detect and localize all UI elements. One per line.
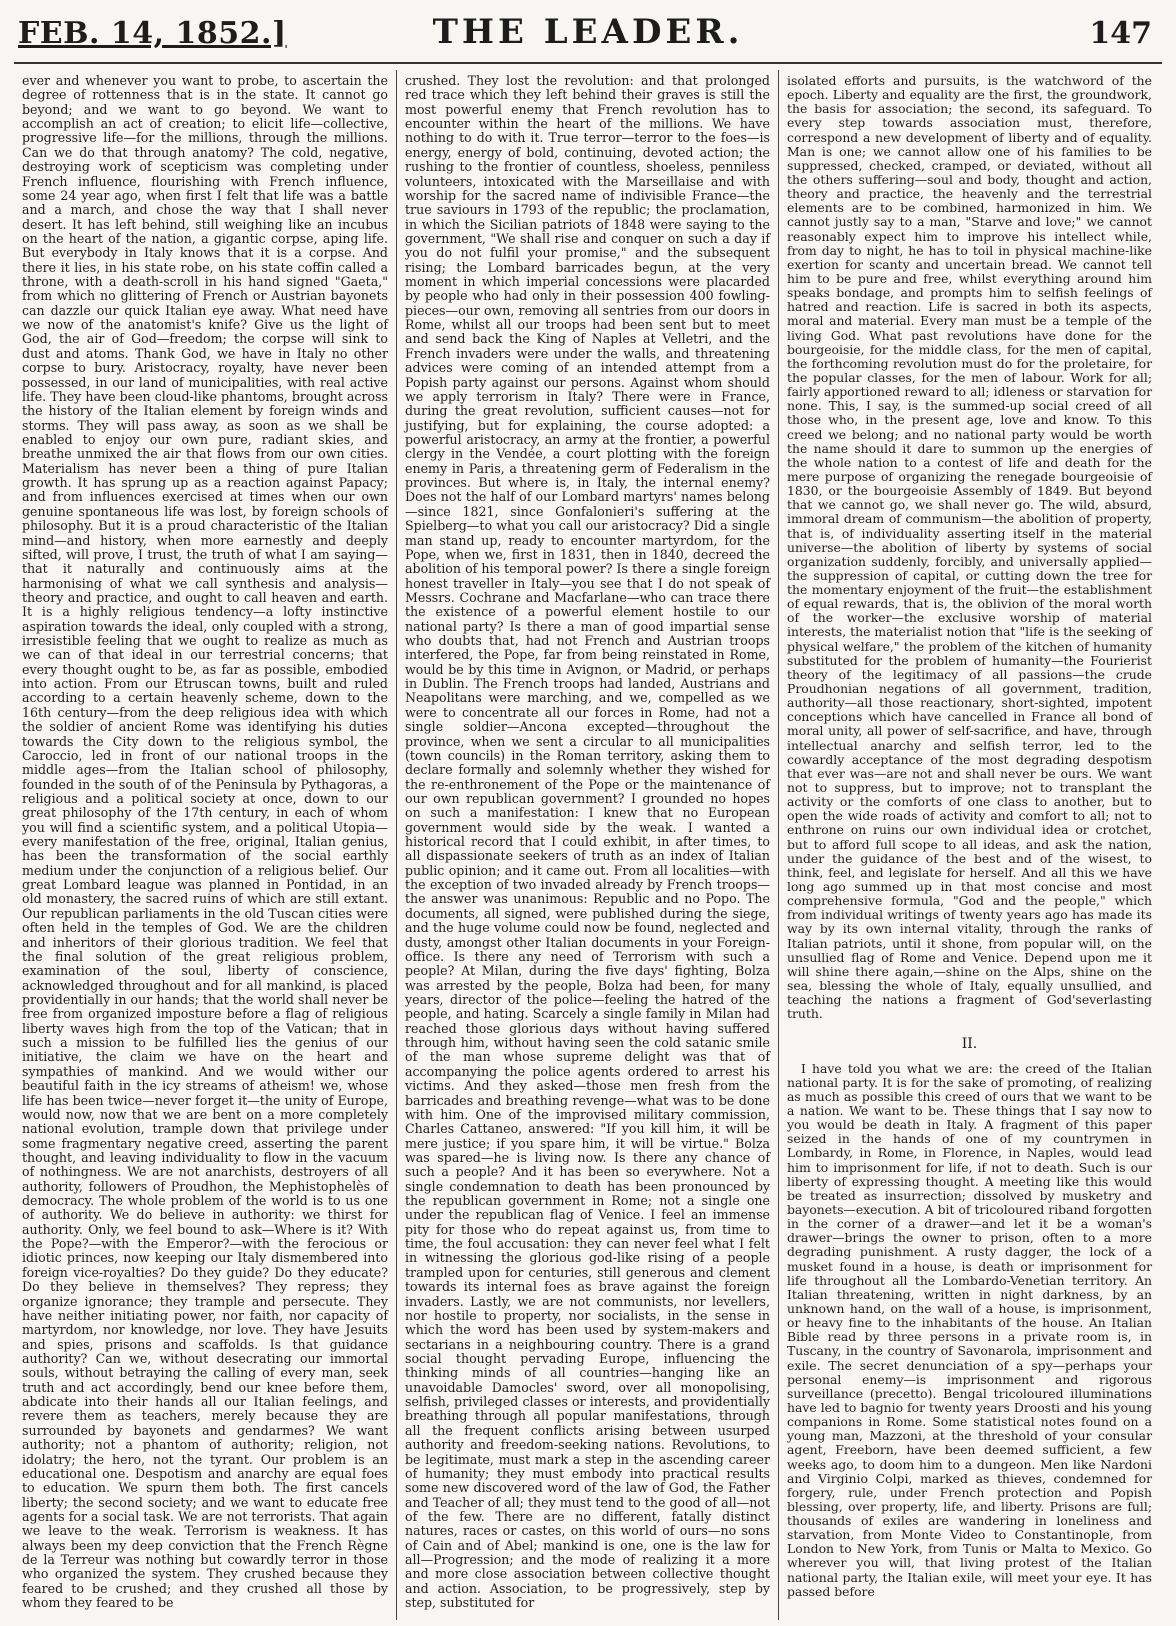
page-number: 147 (1089, 16, 1152, 51)
page-header (0, 0, 1176, 58)
article-columns (14, 70, 1162, 1620)
section-numeral: II. (961, 1036, 978, 1053)
masthead-title: THE LEADER. (432, 12, 744, 52)
column-3-text: isolated efforts and pursuits, is the watchword of the epoch. Liberty and equality are the first, the groundwork, the basis for association; the second, its safeguard. To every step towards association must, therefore, correspond a new development of liberty and of equality. Man is one; we cannot allow one of his families to be suppressed, checked, cramped, or deviated, without all the others suffering—soul and body, thought and action, theory and practice, the heavenly and the terrestrial elements are to be combined, harmonized in him. We cannot justly say to a man, "Starve and love;" we cannot reasonably expect him to improve his intellect while, from day to night, he has to toil in physical machine-like exertion for scanty and uncertain bread. We cannot tell him to be pure and free, whilst everything around him speaks bondage, and prompts him to selfish feelings of hatred and reaction. Life is sacred in both its aspects, moral and material. Every man must be a temple of the living God. What past revolutions have done for the bourgeoisie, for the middle class, for the men of capital, the forthcoming revolution must do for the proletaire, for the popular classes, for the men of labour. Work for all; fairly apportioned reward to all; idleness or starvation for none. This, I say, is the summed-up social creed of all those who, in the present age, love and know. To this creed we belong; and no national party would be worth the name should it dare to summon up the energies of the whole nation to a contest of life and death for the mere purpose of organizing the renegade bourgeoisie of 1830, or the bourgeoisie Assembly of 1849. But beyond that we cannot go, we shall never go. The wild, absurd, immoral dream of communism—the abolition of property, that is, of individuality asserting itself in the material universe—the abolition of liberty by systems of social organization suddenly, forcibly, and universally applied—the suppression of capital, or cutting down the tree for the momentary enjoyment of the fruit—the establishment of equal rewards, that is, the oblivion of the moral worth of the worker—the exclusive worship of material interests, the materialist notion that "life is the seeking of physical welfare," the problem of the kitchen of humanity substituted for the problem of humanity—the Fourierist theory of the legitimacy of all passions—the crude Proudhonian negations of all government, tradition, authority—all those reactionary, short-sighted, impotent conceptions which have cancelled in France all bond of moral unity, all power of self-sacrifice, and have, through intellectual anarchy and selfish terror, led to the cowardly acceptance of the most degrading despotism that ever was—are not and shall never be ours. We want not to suppress, but to improve; not to transplant the activity or the comforts of one class to another, but to open the wide roads of activity and comfort to all; not to enthrone on ruins our own individual idea or crotchet, but to afford full scope to all ideas, and ask the nation, under the guidance of the best and of the wisest, to think, feel, and legislate for herself. And all this we have long ago summed up in that most concise and most comprehensive formula, "God and the people," which from individual writings of twenty years ago has made its way by its own internal vitality, through the ranks of Italian patriots, until it shone, from popular will, on the unsullied flag of Rome and Venice. Depend upon me it will shine there again,—shine on the Alps, shine on the sea, blessing the whole of Italy, equally unsullied, and teaching the nations a fragment of God'severlasting truth. (787, 73, 1152, 1022)
issue-date: FEB. 14, 1852.] (18, 16, 287, 51)
column-1 (14, 70, 396, 1620)
column-1-text: ever and whenever you want to probe, to ascertain the degree of rottenness that is in the state. It cannot go beyond; and we want to go beyond. We want to accomplish an act of creation; to elicit life—collective, progressive life—for the millions, through the millions. Can we do that through anatomy? The cold, negative, destroying work of scepticism was completing under French influence, flourishing with French influence, some 24 year ago, when first I felt that life was a battle and a march, and chose the way that I shall never desert. It has left behind, still weighing like an incubus on the heart of the nation, a gigantic corpse, aping life. But everybody in Italy knows that it is a corpse. And there it lies, in his state robe, on his state coffin called a throne, with a death-scroll in his hand signed "Gaeta," from which no glittering of French or Austrian bayonets can dazzle our quick Italian eye away. What need have we now of the anatomist's knife? Give us the light of God, the air of God—freedom; the corpse will sink to dust and atoms. Thank God, we have in Italy no other corpse to bury. Aristocracy, royalty, have never been possessed, in our land of municipalities, with real active life. They have been cloud-like phantoms, brought across the history of the Italian element by foreign winds and storms. They will pass away, as soon as we shall be enabled to enjoy our own pure, radiant skies, and breathe unmixed the air that flows from our own cities. Materialism has never been a thing of pure Italian growth. It has sprung up as a reaction against Papacy; and from influences exercised at times when our own genuine spontaneous life was lost, by foreign schools of philosophy. But it is a proud characteristic of the Italian mind—and history, when more earnestly and deeply sifted, will prove, I trust, the truth of what I am saying—that it naturally and continuously aims at the harmonising of what we call synthesis and analysis—theory and practice, and ought to call heaven and earth. It is a highly religious tendency—a lofty instinctive aspiration towards the ideal, only coupled with a strong, irresistible feeling that we ought to realize as much as we can of that ideal in our terrestrial concerns; that every thought ought to be, as far as possible, embodied into action. From our Etruscan towns, built and ruled according to a certain heavenly scheme, down to the 16th century—from the deep religious idea with which the soldier of ancient Rome was identifying his duties towards the City down to the religious symbol, the Caroccio, led in front of our national troops in the middle ages—from the Italian school of philosophy, founded in the south of of the Peninsula by Pythagoras, a religious and a political society at once, down to our great philosophy of the 17th century, in each of whom you will find a scientific system, and a political Utopia—every manifestation of the free, original, Italian genius, has been the transformation of the social earthly medium under the conjunction of a religious belief. Our great Lombard league was planned in Pontidad, in an old monastery, the sacred ruins of which are still extant. Our republican parliaments in the old Tuscan cities were often held in the temples of God. We are the children and inheritors of their glorious tradition. We feel that the final solution of the great religious problem, examination of the soul, liberty of conscience, acknowledged throughout and for all mankind, is placed providentially in our hands; that the world shall never be free from organized imposture before a flag of religious liberty waves high from the top of the Vatican; that in such a mission to be fulfilled lies the genius of our initiative, the claim we have on the heart and sympathies of mankind. And we would wither our beautiful faith in the icy streams of atheism! we, whose life has been twice—never forget it—the unity of Europe, would now, now that we are bent on a more completely national evolution, trample down that privilege under some fragmentary negative creed, asserting the parent thought, and leaving individuality to flow in the vacuum of nothingness. We are not anarchists, destroyers of all authority, followers of Proudhon, the Mephistophelès of democracy. The whole problem of the world is to us one of authority. We do believe in authority: we thirst for authority. Only, we feel bound to ask—Where is it? With the Pope?—with the Emperor?—with the ferocious or idiotic princes, now keeping our Italy dismembered into foreign vice-royalties? Do they guide? Do they educate? Do they believe in themselves? They repress; they organize ignorance; they trample and persecute. They have neither initiating power, nor faith, nor capacity of martyrdom, nor knowledge, nor love. They have Jesuits and spies, prisons and scaffolds. Is that guidance authority? Can we, without desecrating our immortal souls, without betraying the calling of every man, seek truth and act accordingly, bend our knee before them, abdicate into their hands all our Italian feelings, and revere them as teachers, merely because they are surrounded by bayonets and gendarmes? We want authority; not a phantom of authority; religion, not idolatry; the hero, not the tyrant. Our problem is an educational one. Despotism and anarchy are equal foes to education. We spurn them both. The first cancels liberty; the second society; and we want to educate free agents for a social task. We are not terrorists. That again we leave to the weak. Terrorism is weakness. It has always been my deep conviction that the French Règne de la Terreur was nothing but cowardly terror in those who organized the system. They crushed because they feared to be crushed; and they crushed all those by whom they feared to be (22, 73, 388, 1611)
column-2 (396, 70, 778, 1620)
column-3 (778, 70, 1160, 1620)
section-2-text: I have told you what we are: the creed of the Italian national party. It is for the sake of promoting, of realizing as much as possible this creed of ours that we want to be a nation. We want to be. These things that I say now to you would be death in Italy. A fragment of this paper seized in the hands of one of my countrymen in Lombardy, in Rome, in Florence, in Naples, would lead him to imprisonment for life, if not to death. Such is our liberty of expressing thought. A meeting like this would be treated as insurrection; dissolved by musketry and bayonets—execution. A bit of tricoloured riband forgotten in the corner of a drawer—and let it be a woman's drawer—brings the owner to prison, often to a more degrading punishment. A rusty dagger, the lock of a musket found in a house, is death or imprisonment for life throughout all the Lombardo-Venetian territory. An Italian threatening, written in night darkness, by an unknown hand, on the wall of a house, is imprisonment, or heavy fine to the inhabitants of the house. An Italian Bible read by three persons in a private room is, in Tuscany, in the country of Savonarola, imprisonment and exile. The secret denunciation of a spy—perhaps your personal enemy—is imprisonment and rigorous surveillance (precetto). Bengal tricoloured illuminations have led to bagnio for twenty years Droosti and his young companions in Rome. Some statistical notes found on a young man, Mazzoni, at the threshold of your consular agent, Freeborn, have been deemed sufficient, a few weeks ago, to doom him to a dungeon. Men like Nardoni and Virginio Colpi, marked as thieves, condemned for forgery, rule, under French protection and Popish blessing, over property, life, and liberty. Prisons are full; thousands of exiles are wandering in loneliness and starvation, from Monte Video to Constantinople, from London to New York, from Tunis or Malta to Mexico. Go wherever you will, that living protest of the Italian national party, the Italian exile, will meet your eye. It has passed before (787, 1060, 1152, 1599)
column-2-text: crushed. They lost the revolution: and that prolonged red trace which they left behind their graves is still the most powerful enemy that French revolution has to encounter within the heart of the millions. We have nothing to do with it. True terror—terror to the foes—is energy, energy of bold, continuing, devoted action; the rushing to the frontier of countless, shoeless, penniless volunteers, intoxicated with the Marseillaise and with worship for the sacred name of indivisible France—the true saviours in 1793 of the republic; the proclamation, in which the Sicilian patriots of 1848 were saying to the government, "We shall rise and conquer on such a day if you do not fulfil your promise," and the subsequent rising; the Lombard barricades begun, at the very moment in which imperial concessions were placarded by people who had only in their possession 400 fowling-pieces—our own, removing all sentries from our doors in Rome, whilst all our troops had been sent but to meet and send back the King of Naples at Velletri, and the French invaders were under the walls, and threatening advices were coming of an intended attempt from a Popish party against our persons. Against whom should we apply terrorism in Italy? There were in France, during the great revolution, sufficient causes—not for justifying, but for explaining, the course adopted: a powerful aristocracy, an army at the frontier, a powerful clergy in the Vendée, a court plotting with the foreign enemy in Paris, a threatening germ of Federalism in the provinces. But where is, in Italy, the internal enemy? Does not the half of our Lombard martyrs' names belong—since 1821, since Gonfalonieri's suffering at the Spielberg—to what you call our aristocracy? Did a single man stand up, ready to encounter martyrdom, for the Pope, when we, first in 1831, then in 1840, decreed the abolition of his temporal power? Is there a single foreign honest traveller in Italy—you see that I do not speak of Messrs. Cochrane and Macfarlane—who can trace there the existence of a powerful element hostile to our national party? Is there a man of good impartial sense who doubts that, had not French and Austrian troops interfered, the Pope, far from being reinstated in Rome, would be by this time in Avignon, or Madrid, or perhaps in Dublin. The French troops had landed, Austrians and Neapolitans were marching, and we, compelled as we were to concentrate all our forces in Rome, had not a single soldier—Ancona excepted—throughout the province, when we sent a circular to all municipalities (town councils) in the Roman territory, asking them to declare formally and solemnly whether they wished for the re-enthronement of the Pope or the maintenance of our own republican government? I grounded no hopes on such a manifestation: I knew that no European government would side by the weak. I wanted a historical record that I could exhibit, in after times, to all dispassionate seekers of truth as an index of Italian public opinion; and it came out. From all localities—with the exception of two invaded already by French troops—the answer was unanimous: Republic and no Popo. The documents, all signed, were published during the siege, and the huge volume could now be found, neglected and dusty, amongst other Italian documents in your Foreign-office. Is there any need of Terrorism with such a people? At Milan, during the five days' fighting, Bolza was arrested by the people, Bolza had been, for many years, director of the police—feeling the hatred of the people, and hating. Scarcely a single family in Milan had reached those glorious days without having suffered through him, without having seen the cold satanic smile of the man whose supreme delight was that of accompanying the police agents ordered to arrest his victims. And they asked—those men fresh from the barricades and breathing revenge—what was to be done with him. One of the improvised military commission, Charles Cattaneo, answered: "If you kill him, it will be mere justice; if you spare him, it will be virtue." Bolza was spared—he is living now. Is there any chance of such a people? And it has been so everywhere. Not a single condemnation to death has been pronounced by the republican government in Rome; not a single one under the republican flag of Venice. I feel an immense pity for those who do repeat against us, from time to time, the foul accusation: they can never feel what I felt in witnessing the glorious god-like rising of a people trampled upon for centuries, still generous and clement towards its internal foes as brave against the foreign invaders. Lastly, we are not communists, nor levellers, nor hostile to property, nor socialists, in the sense in which the word has been used by system-makers and sectarians in a neighbouring country. There is a grand social thought pervading Europe, influencing the thinking minds of all countries—hanging like an unavoidable Damocles' sword, over all monopolising, selfish, privileged classes or interests, and providentially breathing through all popular manifestations, through all the frequent conflicts arising between usurped authority and freedom-seeking nations. Revolutions, to be legitimate, must mark a step in the ascending career of humanity; they must embody into practical results some new discovered word of the law of God, the Father and Teacher of all; they must tend to the good of all—not of the few. There are no different, fatally distinct natures, races or castes, on this world of ours—no sons of Cain and of Abel; mankind is one, one is the law for all—Progression; and the mode of realizing it a more and more close association between collective thought and action. Association, to be progressively, step by step, substituted for (405, 73, 770, 1611)
header-rule (14, 62, 1162, 64)
